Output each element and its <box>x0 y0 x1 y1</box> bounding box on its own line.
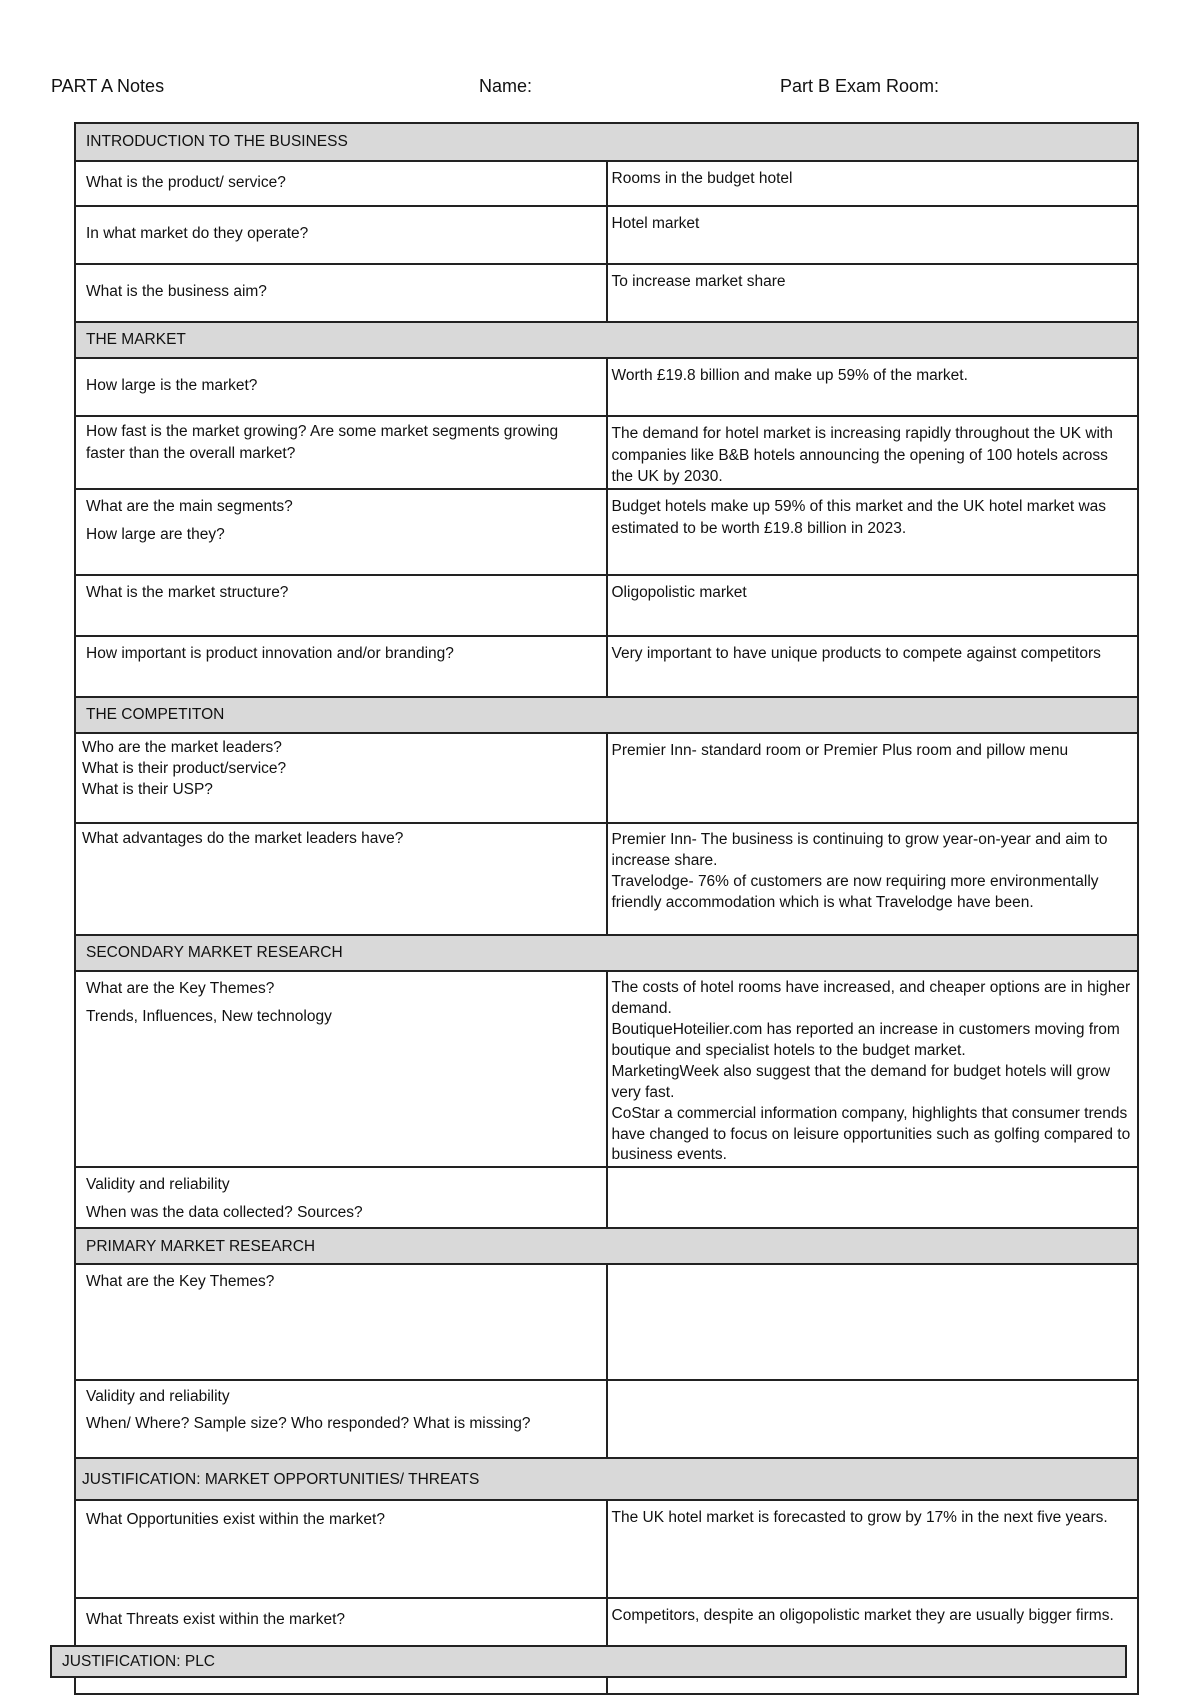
question-leaders-line2: What is their product/service? <box>82 759 287 777</box>
question-segments-line1: What are the main segments? <box>86 498 293 516</box>
question-secondary-validity-line1: Validity and reliability <box>86 1176 230 1194</box>
table-row <box>75 733 1138 823</box>
table-row <box>75 823 1138 935</box>
section-justification-market-title: JUSTIFICATION: MARKET OPPORTUNITIES/ THREATS <box>75 1458 1138 1500</box>
table-row <box>75 1500 1138 1598</box>
question-secondary-themes <box>75 971 607 1167</box>
part-a-notes-label: PART A Notes <box>51 76 165 96</box>
section-secondary-title: SECONDARY MARKET RESEARCH <box>75 935 1138 971</box>
answer-secondary-validity[interactable] <box>607 1167 1139 1228</box>
question-secondary-themes-line2: Trends, Influences, New technology <box>86 1007 332 1025</box>
question-innovation: How important is product innovation and/or branding? <box>75 636 607 697</box>
question-segments <box>75 489 607 575</box>
question-advantages: What advantages do the market leaders have? <box>75 823 607 935</box>
answer-size[interactable]: Worth £19.8 billion and make up 59% of the market. <box>607 358 1139 416</box>
section-market-title: THE MARKET <box>75 322 1138 358</box>
answer-structure[interactable]: Oligopolistic market <box>607 575 1139 636</box>
section-header-secondary <box>75 935 1138 971</box>
question-growth: How fast is the market growing? Are some market segments growing faster than the overall market? <box>75 416 607 489</box>
answer-primary-validity[interactable] <box>607 1380 1139 1458</box>
answer-opportunities[interactable]: The UK hotel market is forecasted to grow by 17% in the next five years. <box>607 1500 1139 1598</box>
table-row <box>75 1380 1138 1458</box>
table-row <box>75 489 1138 575</box>
answer-secondary-themes-line2: BoutiqueHoteilier.com has reported an increase in customers moving from boutique and specialist hotels to the budget market. <box>611 1020 1120 1059</box>
answer-advantages[interactable] <box>607 823 1139 935</box>
section-header-justification-plc <box>50 1645 1127 1678</box>
section-header-intro <box>75 123 1138 161</box>
answer-secondary-themes-line3: MarketingWeek also suggest that the demand for budget hotels will grow very fast. <box>611 1062 1111 1101</box>
table-row <box>75 416 1138 489</box>
part-b-exam-room-label: Part B Exam Room: <box>780 76 940 96</box>
question-secondary-validity <box>75 1167 607 1228</box>
market-research-form <box>74 122 1139 1695</box>
table-row <box>75 575 1138 636</box>
section-primary-title: PRIMARY MARKET RESEARCH <box>75 1228 1138 1264</box>
answer-threats[interactable]: Competitors, despite an oligopolistic market they are usually bigger firms. <box>607 1598 1139 1694</box>
name-label: Name: <box>479 76 533 96</box>
answer-operate[interactable]: Hotel market <box>607 206 1139 264</box>
question-threats: What Threats exist within the market? <box>75 1598 607 1694</box>
section-header-competition <box>75 697 1138 733</box>
answer-advantages-line2: Travelodge- 76% of customers are now requiring more environmentally friendly accommodation which is what Travelodge have been. <box>611 872 1099 911</box>
question-primary-validity-line1: Validity and reliability <box>86 1388 230 1406</box>
question-operate: In what market do they operate? <box>75 206 607 264</box>
question-primary-validity <box>75 1380 607 1458</box>
answer-growth[interactable]: The demand for hotel market is increasing rapidly throughout the UK with companies like B&B hotels announcing the opening of 100 hotels across the UK by 2030. <box>607 416 1139 489</box>
question-primary-themes: What are the Key Themes? <box>75 1264 607 1380</box>
question-product: What is the product/ service? <box>75 161 607 206</box>
section-competition-title: THE COMPETITON <box>75 697 1138 733</box>
answer-primary-themes[interactable] <box>607 1264 1139 1380</box>
answer-segments[interactable]: Budget hotels make up 59% of this market and the UK hotel market was estimated to be worth £19.8 billion in 2023. <box>607 489 1139 575</box>
question-leaders <box>75 733 607 823</box>
answer-leaders[interactable]: Premier Inn- standard room or Premier Plus room and pillow menu <box>607 733 1139 823</box>
question-leaders-line3: What is their USP? <box>82 780 213 798</box>
section-header-justification-market <box>75 1458 1138 1500</box>
question-size: How large is the market? <box>75 358 607 416</box>
question-leaders-line1: Who are the market leaders? <box>82 739 282 757</box>
answer-advantages-line1: Premier Inn- The business is continuing to grow year-on-year and aim to increase share. <box>611 831 1108 869</box>
answer-secondary-themes-line4: CoStar a commercial information company, highlights that consumer trends have changed to focus on leisure opportunities such as golfing compared to business events. <box>611 1104 1131 1164</box>
question-primary-validity-line2: When/ Where? Sample size? Who responded? What is missing? <box>86 1414 531 1432</box>
table-row <box>75 358 1138 416</box>
table-row <box>75 1167 1138 1228</box>
question-secondary-validity-line2: When was the data collected? Sources? <box>86 1204 363 1222</box>
question-opportunities: What Opportunities exist within the market? <box>75 1500 607 1598</box>
answer-innovation[interactable]: Very important to have unique products to compete against competitors <box>607 636 1139 697</box>
table-row <box>75 161 1138 206</box>
table-row <box>75 1264 1138 1380</box>
answer-secondary-themes[interactable] <box>607 971 1139 1167</box>
answer-aim[interactable]: To increase market share <box>607 264 1139 322</box>
question-secondary-themes-line1: What are the Key Themes? <box>86 980 275 998</box>
section-header-primary <box>75 1228 1138 1264</box>
section-header-market <box>75 322 1138 358</box>
question-aim: What is the business aim? <box>75 264 607 322</box>
question-structure: What is the market structure? <box>75 575 607 636</box>
table-row <box>75 264 1138 322</box>
table-row <box>75 971 1138 1167</box>
question-segments-line2: How large are they? <box>86 525 225 543</box>
section-justification-plc-title: JUSTIFICATION: PLC <box>62 1653 216 1670</box>
answer-product[interactable]: Rooms in the budget hotel <box>607 161 1139 206</box>
table-row <box>75 206 1138 264</box>
section-intro-title: INTRODUCTION TO THE BUSINESS <box>75 123 1138 161</box>
table-row <box>75 636 1138 697</box>
answer-secondary-themes-line1: The costs of hotel rooms have increased, and cheaper options are in higher demand. <box>611 979 1131 1017</box>
